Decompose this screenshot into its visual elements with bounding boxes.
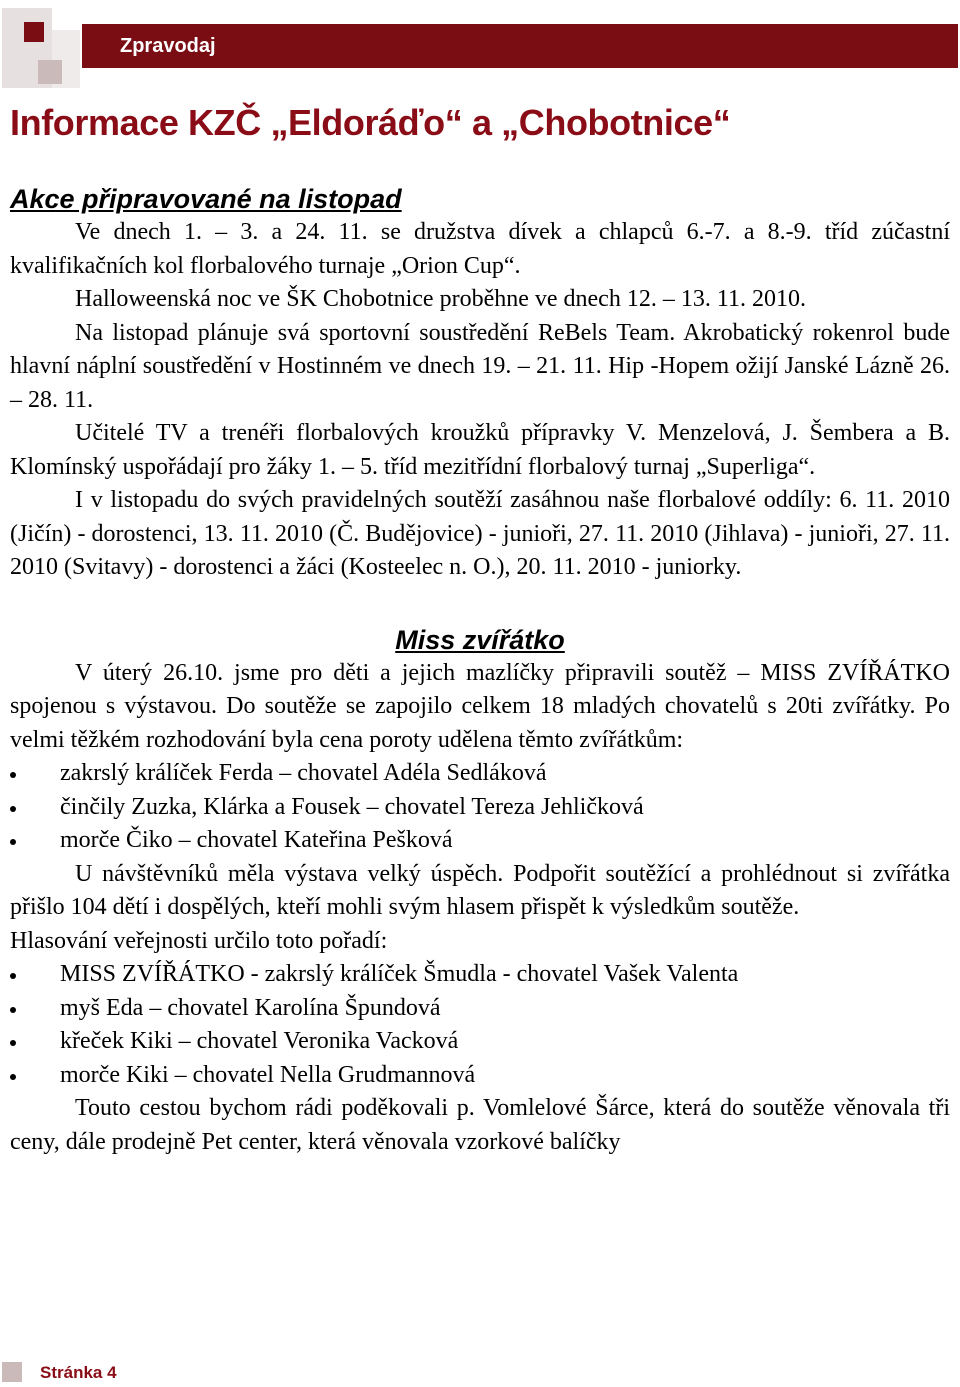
decor-square: [2, 1362, 22, 1382]
bullet-icon: [10, 973, 16, 979]
bullet-icon: [10, 839, 16, 845]
miss-intro: V úterý 26.10. jsme pro děti a jejich mazlíčky připravili soutěž – MISS ZVÍŘÁTKO spojenou s výstavou. Do soutěže se zapojilo celkem 18 mladých chovatelů s 20ti zvířátky. Po velmi těžkém rozhodování byla cena poroty udělena těmto zvířátkům:: [10, 659, 950, 753]
list-item-text: křeček Kiki – chovatel Veronika Vacková: [60, 1028, 459, 1054]
page-header: [0, 0, 960, 90]
akce-paragraph: Na listopad plánuje svá sportovní soustředění ReBels Team. Akrobatický rokenrol bude hlavní náplní soustředění v Hostinném ve dnech 19. – 21. 11. Hip -Hopem ožijí Janské Lázně 26. – 28. 11.: [10, 319, 950, 413]
list-item-text: MISS ZVÍŘÁTKO - zakrslý králíček Šmudla - chovatel Vašek Valenta: [60, 961, 739, 987]
header-bar: [82, 24, 958, 68]
list-item: [10, 1059, 950, 1093]
list-item: [10, 791, 950, 825]
list-item: [10, 757, 950, 791]
page-footer: [0, 1358, 960, 1387]
list-item-text: zakrslý králíček Ferda – chovatel Adéla Sedláková: [60, 760, 547, 786]
page-title: Informace KZČ „Eldoráďo“ a „Chobotnice“: [10, 102, 731, 143]
jury-winners-list: [10, 757, 950, 858]
list-item: [10, 958, 950, 992]
list-item: [10, 992, 950, 1026]
akce-paragraph: Učitelé TV a trenéři florbalových kroužků přípravky V. Menzelová, J. Šembera a B. Klomínský uspořádají pro žáky 1. – 5. tříd mezitřídní florbalový turnaj „Superliga“.: [10, 420, 950, 480]
bullet-icon: [10, 1074, 16, 1080]
bullet-icon: [10, 772, 16, 778]
bullet-icon: [10, 1007, 16, 1013]
list-item: [10, 1025, 950, 1059]
list-item-text: morče Kiki – chovatel Nella Grudmannová: [60, 1061, 476, 1088]
header-label: Zpravodaj: [120, 35, 216, 57]
akce-paragraph: I v listopadu do svých pravidelných soutěží zasáhnou naše florbalové oddíly: 6. 11. 2010 (Jičín) - dorostenci, 13. 11. 2010 (Č. Budějovice) - junioři, 27. 11. 2010 (Jihlava) - junioři, 27. 11. 2010 (Svitavy) - dorostenci a žáci (Kosteelec n. O.), 20. 11. 2010 - juniorky.: [10, 487, 950, 580]
list-item: [10, 824, 950, 858]
decor-square: [38, 60, 62, 84]
section-heading-akce: Akce připravované na listopad: [10, 184, 402, 214]
akce-paragraph: Halloweenská noc ve ŠK Chobotnice proběhne ve dnech 12. – 13. 11. 2010.: [75, 286, 806, 312]
miss-public-intro: Hlasování veřejnosti určilo toto pořadí:: [10, 927, 388, 954]
section-heading-miss: Miss zvířátko: [395, 624, 565, 655]
list-item-text: činčily Zuzka, Klárka a Fousek – chovatel Tereza Jehličková: [60, 793, 644, 820]
list-item-text: myš Eda – chovatel Karolína Špundová: [60, 994, 441, 1021]
miss-thanks: Touto cestou bychom rádi poděkovali p. Vomlelové Šárce, která do soutěže věnovala tři ceny, dále prodejně Pet center, která věnovala vzorkové balíčky: [10, 1095, 950, 1155]
miss-success: U návštěvníků měla výstava velký úspěch. Podpořit soutěžící a prohlédnout si zvířátka přišlo 104 dětí i dospělých, kteří mohli svým hlasem přispět k výsledkům soutěže.: [10, 860, 950, 920]
akce-paragraph: Ve dnech 1. – 3. a 24. 11. se družstva dívek a chlapců 6.-7. a 8.-9. tříd zúčastní kvalifikačních kol florbalového turnaje „Orion Cup“.: [10, 219, 950, 279]
bullet-icon: [10, 806, 16, 812]
decor-square: [24, 22, 44, 42]
public-winners-list: [10, 958, 950, 1092]
article: [10, 96, 950, 1159]
list-item-text: morče Čiko – chovatel Kateřina Pešková: [60, 827, 453, 853]
page-number: Stránka 4: [40, 1363, 117, 1382]
bullet-icon: [10, 1040, 16, 1046]
